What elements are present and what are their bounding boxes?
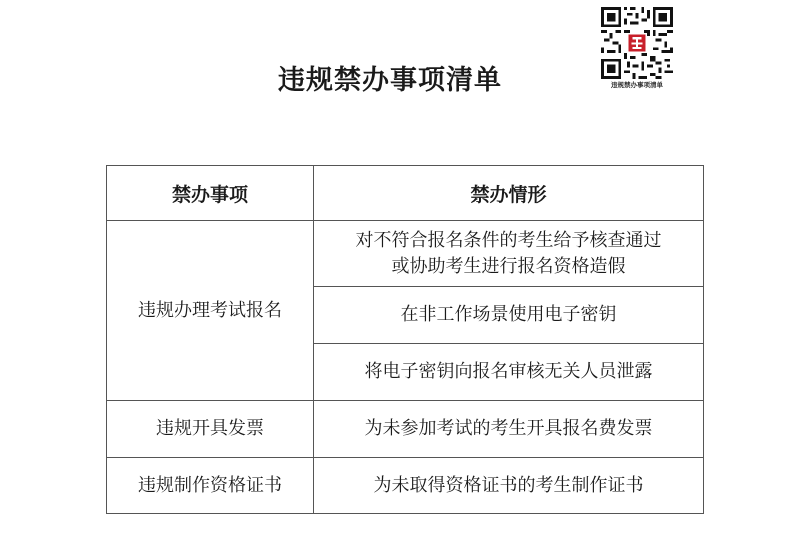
- item-cell: 违规办理考试报名: [107, 221, 314, 401]
- situation-text: 对不符合报名条件的考生给予核查通过: [355, 229, 662, 251]
- table-row: [107, 221, 704, 287]
- column-header-item: 禁办事项: [107, 166, 314, 221]
- column-header-situation: 禁办情形: [314, 166, 704, 221]
- situation-cell: [314, 344, 704, 401]
- table-row: [107, 458, 704, 514]
- prohibited-items-table: [106, 165, 704, 514]
- item-cell: 违规开具发票: [107, 401, 314, 458]
- situation-text: 在非工作场景使用电子密钥: [400, 304, 617, 325]
- item-cell: 违规制作资格证书: [107, 458, 314, 514]
- situation-cell: [314, 458, 704, 514]
- situation-cell: [314, 221, 704, 287]
- qr-code-block: [600, 7, 674, 89]
- situation-cell: [314, 401, 704, 458]
- situation-text: 为未取得资格证书的考生制作证书: [373, 474, 644, 496]
- qr-caption: 违规禁办事项清单: [611, 81, 663, 89]
- situation-text: 将电子密钥向报名审核无关人员泄露: [364, 361, 653, 382]
- situation-cell: [314, 287, 704, 344]
- table-row: [107, 401, 704, 458]
- situation-text: 为未参加考试的考生开具报名费发票: [364, 418, 653, 439]
- situation-text: 或协助考生进行报名资格造假: [391, 255, 626, 277]
- table-header-row: [107, 166, 704, 221]
- qr-code-icon: [600, 7, 674, 79]
- page-title: 违规禁办事项清单: [278, 65, 502, 96]
